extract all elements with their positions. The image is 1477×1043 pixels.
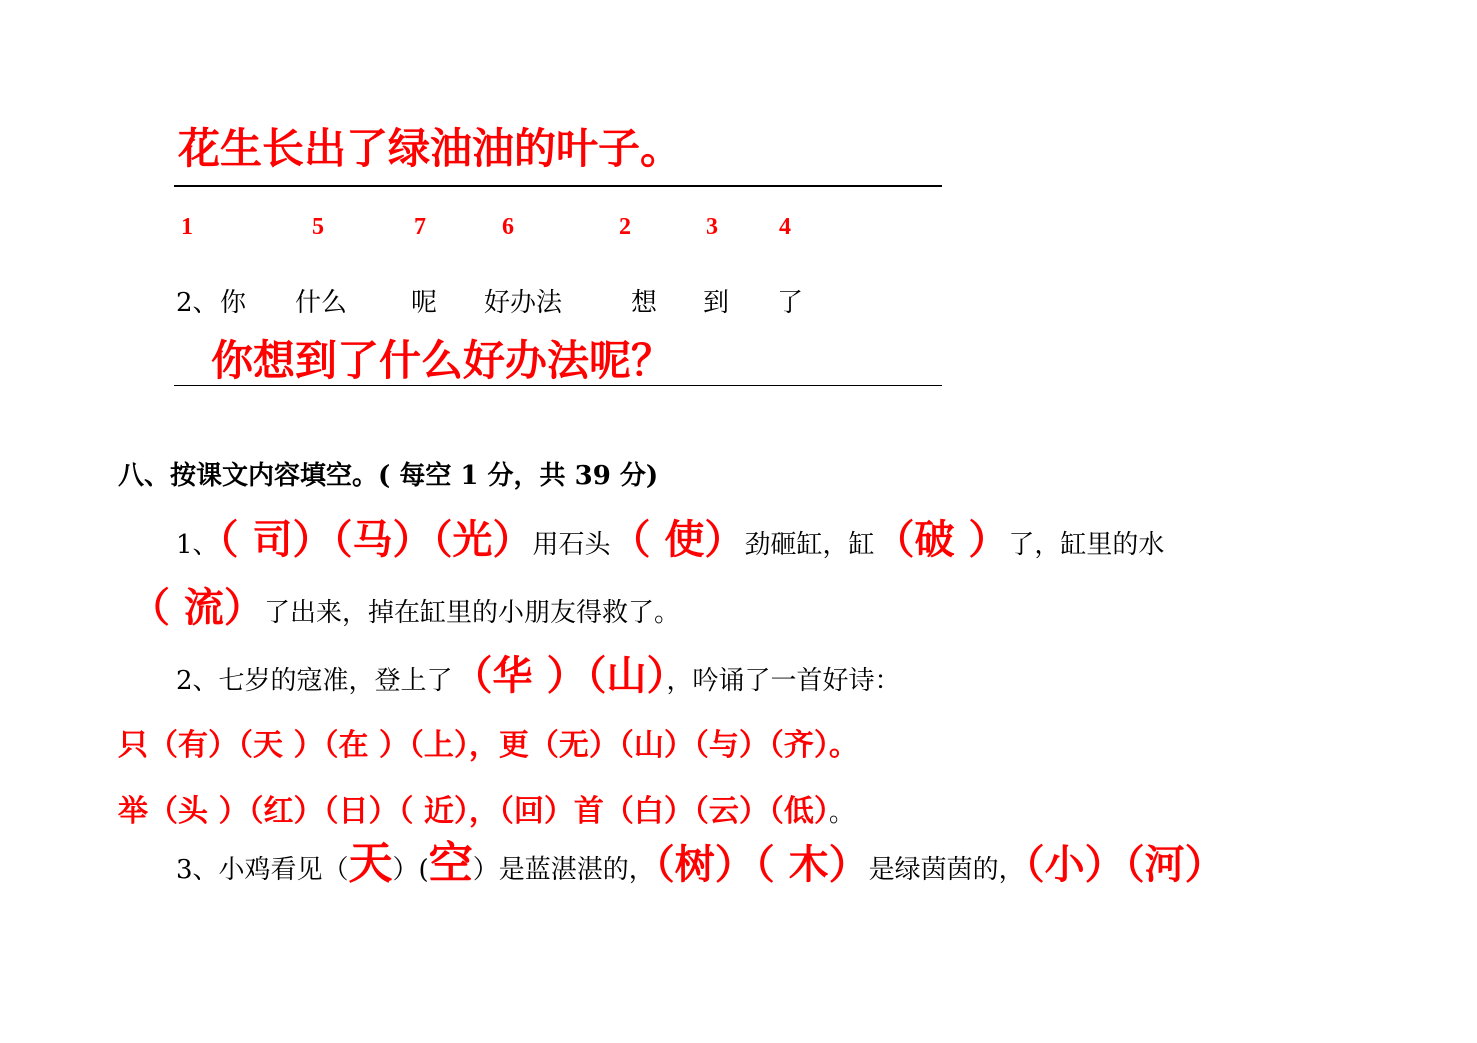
- answer-blank: （树）: [654, 842, 755, 888]
- q3-text: ）是蓝湛湛的，: [472, 855, 655, 885]
- q2-prefix: 2、七岁的寇准，登上了: [176, 666, 453, 696]
- word: 了: [777, 288, 804, 318]
- poem-line-1: 只（有）（天 ）（在 ）（上），更（无）（山）（与）（齐）。: [118, 728, 859, 763]
- word: 什么: [295, 288, 348, 318]
- order-number: 4: [779, 214, 791, 240]
- order-number: 2: [619, 214, 631, 240]
- q1-text: 了出来，掉在缸里的小朋友得救了。: [263, 598, 680, 628]
- section-heading: 八、按课文内容填空。( 每空 1 分，共 39 分): [118, 461, 659, 491]
- answer-blank: （马）: [332, 517, 433, 563]
- word: 你: [220, 288, 247, 318]
- answer-blank: （小）: [1024, 842, 1125, 888]
- word: 呢: [411, 288, 438, 318]
- q1-text: 用石头: [532, 530, 611, 560]
- poem-line-2: [118, 786, 855, 830]
- order-number: 6: [502, 214, 514, 240]
- q1-line-2: [130, 578, 680, 646]
- word: 到: [703, 288, 730, 318]
- q1-text: 了，缸里的水: [1008, 530, 1165, 560]
- answer-blank: （ 使）: [610, 517, 745, 563]
- answer-blank: （山）: [586, 653, 667, 699]
- q3-line: [176, 834, 1225, 903]
- q3-text: ）(: [392, 855, 429, 885]
- answer-blank: （华 ）: [452, 653, 587, 699]
- question-prefix: 2、: [176, 288, 219, 318]
- q2-line: [176, 646, 901, 714]
- answer-blank: 空: [428, 838, 473, 889]
- q2-text: ，吟诵了一首好诗：: [666, 666, 901, 696]
- word: 想: [631, 288, 658, 318]
- answer-blank: （光）: [432, 517, 533, 563]
- order-number: 1: [181, 214, 193, 240]
- answer-blank: （破 ）: [874, 517, 1009, 563]
- answer-blank: 天: [348, 838, 393, 889]
- q3-text: 是绿茵茵的，: [868, 855, 1025, 885]
- answer-sentence-2: 你想到了什么好办法呢？: [211, 336, 674, 385]
- q1-text: 劲砸缸，缸: [744, 530, 875, 560]
- poem-line-2-text: 举（头 ）（红）（日）（ 近），（回）首（白）（云）（低）: [118, 794, 829, 829]
- q1-line-1: [176, 510, 1164, 578]
- order-number: 5: [312, 214, 324, 240]
- answer-line-1: [174, 185, 942, 187]
- answer-blank: （ 司）: [218, 517, 333, 563]
- order-number: 7: [414, 214, 426, 240]
- answer-blank: （ 流）: [130, 585, 264, 631]
- order-number: 3: [706, 214, 718, 240]
- answer-line-2: [174, 385, 942, 386]
- poem-line-2-end: 。: [828, 798, 855, 828]
- answer-sentence-1: 花生长出了绿油油的叶子。: [178, 124, 683, 173]
- q1-prefix: 1、: [176, 530, 219, 560]
- answer-blank: （ 木）: [754, 842, 869, 888]
- answer-blank: （河）: [1124, 842, 1225, 888]
- word: 好办法: [484, 288, 563, 318]
- q3-prefix: 3、小鸡看见（: [176, 855, 349, 885]
